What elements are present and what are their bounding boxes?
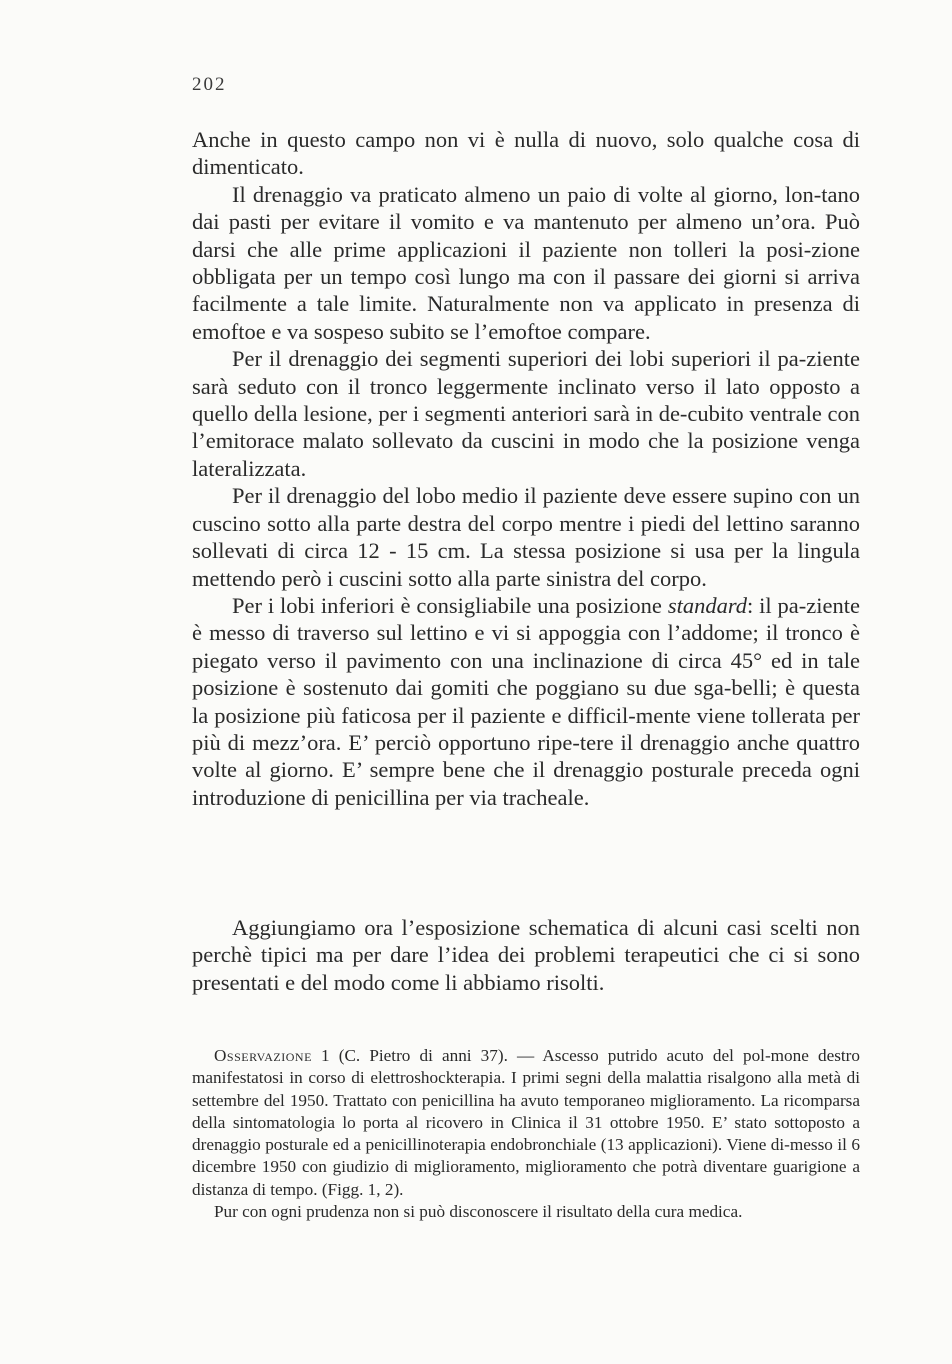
observation-block (192, 1045, 860, 1223)
observation-text: 1 (C. Pietro di anni 37). — Ascesso putrido acuto del pol-mone destro manifestatosi in corso di elettroshockterapia. I primi segni della malattia risalgono alla metà di settembre del 1950. Trattato con penicillina ha avuto temporaneo miglioramento. La ricomparsa della sintomatologia lo porta al ricovero in Clinica il 31 ottobre 1950. E’ stato sottoposto a drenaggio posturale ed a penicillinoterapia endobronchiale (13 applicazioni). Viene di-messo il 6 dicembre 1950 con giudizio di miglioramento, miglioramento che potrà diventare guarigione a distanza di tempo. (Figg. 1, 2). (192, 1046, 860, 1199)
main-text-block (192, 126, 860, 811)
observation-conclusion: Pur con ogni prudenza non si può disconoscere il risultato della cura medica. (214, 1202, 743, 1222)
paragraph-upper-lobes: Per il drenaggio dei segmenti superiori dei lobi superiori il pa-ziente sarà seduto con il tronco leggermente inclinato verso il lato opposto a quello della lesione, per i segmenti anteriori sarà in de-cubito ventrale con l’emitorace malato sollevato da cuscini in modo che la posizione venga lateralizzata. (192, 346, 860, 481)
paragraph-opening: Anche in questo campo non vi è nulla di nuovo, solo qualche cosa di dimenticato. (192, 127, 860, 180)
italic-term: standard (667, 592, 747, 618)
lower-lobes-text-end: : il pa-ziente è messo di traverso sul lettino e vi si appoggia con l’addome; il tronco è piegato verso il pavimento con una inclinazione di circa 45° ed in tale posizione è sostenuto dai gomiti che poggiano su due sga-belli; è questa la posizione più faticosa per il paziente e difficil-mente viene tollerata per più di mezz’ora. E’ perciò opportuno ripe-tere il drenaggio anche quattro volte al giorno. E’ sempre bene che il drenaggio posturale preceda ogni introduzione di penicillina per via tracheale. (192, 592, 860, 810)
paragraph-cases-intro: Aggiungiamo ora l’esposizione schematica di alcuni casi scelti non perchè tipici ma per dare l’idea dei problemi terapeutici che ci si sono presentati e del modo come li abbiamo risolti. (192, 915, 860, 995)
page-number: 202 (192, 74, 227, 95)
cases-intro-block (192, 914, 860, 996)
paragraph-drainage-frequency: Il drenaggio va praticato almeno un paio di volte al giorno, lon-tano dai pasti per evitare il vomito e va mantenuto per almeno un’ora. Può darsi che alle prime applicazioni il paziente non tolleri la posi-zione obbligata per un tempo così lungo ma con il passare dei giorni si arriva facilmente a tale limite. Naturalmente non va applicato in presenza di emoftoe e va sospeso subito se l’emoftoe compare. (192, 181, 860, 344)
paragraph-lower-lobes (192, 592, 860, 811)
lower-lobes-text-start: Per i lobi inferiori è consigliabile una posizione (232, 592, 668, 618)
observation-paragraph (192, 1045, 860, 1201)
observation-label: Osservazione (214, 1046, 312, 1065)
paragraph-middle-lobe: Per il drenaggio del lobo medio il paziente deve essere supino con un cuscino sotto alla parte destra del corpo mentre i piedi del lettino saranno sollevati di circa 12 - 15 cm. La stessa posizione si usa per la lingula mettendo però i cuscini sotto alla parte sinistra del corpo. (192, 483, 860, 591)
